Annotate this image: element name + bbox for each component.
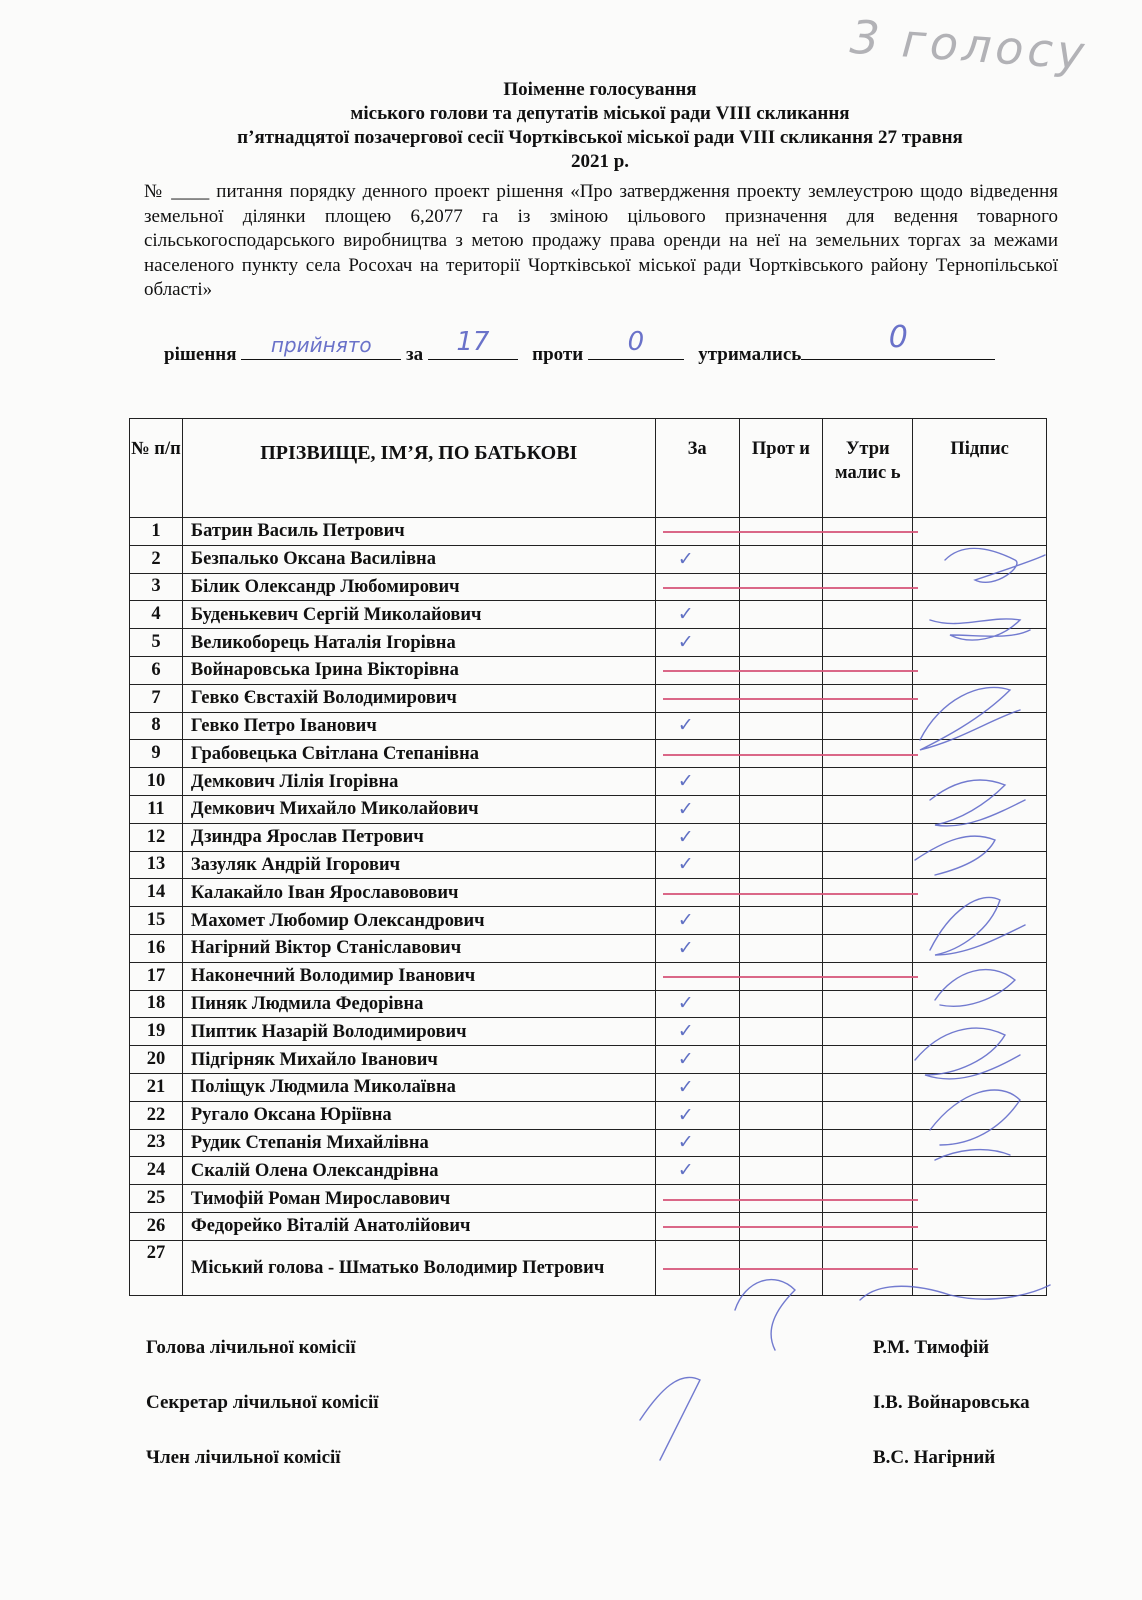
header-signature: Підпис [913, 419, 1047, 518]
row-name: Грабовецька Світлана Степанівна [182, 740, 655, 768]
table-row [130, 1157, 1047, 1185]
row-number: 25 [130, 1185, 183, 1213]
row-name: Гевко Петро Іванович [182, 712, 655, 740]
table-row [130, 545, 1047, 573]
row-number: 22 [130, 1101, 183, 1129]
signature-cell [913, 1046, 1047, 1074]
vote-against-cell [739, 907, 823, 935]
row-number: 21 [130, 1073, 183, 1101]
header-name: ПРІЗВИЩЕ, ІМ’Я, ПО БАТЬКОВІ [182, 419, 655, 518]
signature-cell [913, 934, 1047, 962]
commission-chair-row [146, 1337, 1046, 1359]
header-for: За [655, 419, 739, 518]
secretary-name: І.В. Войнаровська [873, 1392, 1030, 1413]
signature-cell [913, 1129, 1047, 1157]
row-name: Калакайло Іван Ярославовович [182, 879, 655, 907]
table-row [130, 712, 1047, 740]
vote-against-cell [739, 990, 823, 1018]
vote-for-cell: ✓ [655, 1073, 739, 1101]
row-number: 17 [130, 962, 183, 990]
table-row [130, 1046, 1047, 1074]
signature-cell [913, 1240, 1047, 1295]
vote-against-cell [739, 768, 823, 796]
row-name: Буденькевич Сергій Миколайович [182, 601, 655, 629]
vote-abstain-cell [823, 851, 913, 879]
signature-cell [913, 823, 1047, 851]
signature-cell [913, 879, 1047, 907]
row-name: Батрин Василь Петрович [182, 518, 655, 546]
row-name: Білик Олександр Любомирович [182, 573, 655, 601]
row-name: Безпалько Оксана Василівна [182, 545, 655, 573]
absent-strike-line [663, 698, 918, 700]
against-count-field [588, 327, 684, 360]
absent-strike-line [663, 976, 918, 978]
row-name: Рудик Степанія Михайлівна [182, 1129, 655, 1157]
vote-for-cell: ✓ [655, 545, 739, 573]
header-against: Прот и [739, 419, 823, 518]
title-line-1: Поіменне голосування [503, 79, 697, 100]
row-number: 16 [130, 934, 183, 962]
row-number: 19 [130, 1018, 183, 1046]
row-name: Міський голова - Шматько Володимир Петрович [182, 1240, 655, 1295]
vote-for-cell: ✓ [655, 1157, 739, 1185]
row-number: 13 [130, 851, 183, 879]
row-name: Поліщук Людмила Миколаївна [182, 1073, 655, 1101]
vote-for-cell: ✓ [655, 1046, 739, 1074]
vote-for-cell: ✓ [655, 1101, 739, 1129]
signature-cell [913, 990, 1047, 1018]
signature-cell [913, 1073, 1047, 1101]
against-count-handwritten: 0 [627, 327, 645, 357]
table-row [130, 1101, 1047, 1129]
vote-for-cell: ✓ [655, 934, 739, 962]
vote-against-cell [739, 601, 823, 629]
row-number: 23 [130, 1129, 183, 1157]
decision-line [164, 320, 1064, 366]
row-number: 6 [130, 656, 183, 684]
table-row [130, 629, 1047, 657]
commission-secretary-row [146, 1392, 1046, 1414]
row-name: Войнаровська Ірина Вікторівна [182, 656, 655, 684]
signature-cell [913, 907, 1047, 935]
decision-result-handwritten: прийнято [270, 333, 372, 357]
abstain-count-field [801, 320, 995, 360]
vote-abstain-cell [823, 1018, 913, 1046]
vote-against-cell [739, 823, 823, 851]
chair-name: Р.М. Тимофій [873, 1337, 990, 1358]
row-name: Федорейко Віталій Анатолійович [182, 1212, 655, 1240]
row-number: 5 [130, 629, 183, 657]
table-row [130, 851, 1047, 879]
vote-abstain-cell [823, 1046, 913, 1074]
table-row [130, 1073, 1047, 1101]
decision-result-field [241, 333, 401, 360]
row-name: Демкович Лілія Ігорівна [182, 768, 655, 796]
table-row [130, 990, 1047, 1018]
vote-abstain-cell [823, 768, 913, 796]
signature-cell [913, 684, 1047, 712]
row-number: 18 [130, 990, 183, 1018]
decision-label: рішення [164, 344, 237, 365]
vote-for-cell: ✓ [655, 1018, 739, 1046]
table-row [130, 1018, 1047, 1046]
vote-against-cell [739, 795, 823, 823]
vote-for-cell: ✓ [655, 795, 739, 823]
vote-against-cell [739, 545, 823, 573]
row-number: 11 [130, 795, 183, 823]
vote-against-cell [739, 1018, 823, 1046]
vote-abstain-cell [823, 934, 913, 962]
row-number: 9 [130, 740, 183, 768]
signature-cell [913, 1212, 1047, 1240]
table-row [130, 768, 1047, 796]
agenda-question: № ____ питання порядку денного проект рішення «Про затвердження проекту землеустрою щодо відведення земельної ділянки площею 6,2077 га із зміною цільового призначення для ведення товарного сільськогосподарського виробництва з метою продажу права оренди на неї на земельних торгах за межами населеного пункту села Росохач на території Чортківської міської ради Чортківського району Тернопільської області» [144, 181, 1058, 300]
signature-cell [913, 740, 1047, 768]
signature-cell [913, 851, 1047, 879]
row-number: 8 [130, 712, 183, 740]
absent-strike-line [663, 531, 918, 533]
vote-abstain-cell [823, 629, 913, 657]
vote-against-cell [739, 1073, 823, 1101]
vote-against-cell [739, 1046, 823, 1074]
vote-abstain-cell [823, 907, 913, 935]
vote-for-cell: ✓ [655, 601, 739, 629]
vote-abstain-cell [823, 601, 913, 629]
absent-strike-line [663, 1199, 918, 1201]
vote-abstain-cell [823, 1129, 913, 1157]
table-row [130, 601, 1047, 629]
for-label: за [406, 344, 424, 365]
vote-for-cell: ✓ [655, 1129, 739, 1157]
vote-for-cell: ✓ [655, 851, 739, 879]
vote-against-cell [739, 1101, 823, 1129]
row-number: 4 [130, 601, 183, 629]
row-number: 12 [130, 823, 183, 851]
absent-strike-line [663, 587, 918, 589]
vote-for-cell: ✓ [655, 629, 739, 657]
absent-strike-line [663, 893, 918, 895]
header-num: № п/п [130, 419, 183, 518]
votes-table [129, 418, 1047, 1296]
row-name: Нагірний Віктор Станіславович [182, 934, 655, 962]
title-line-4: 2021 р. [570, 151, 630, 172]
title-line-2: міського голови та депутатів міської ради VIII скликання [350, 103, 850, 124]
table-row [130, 907, 1047, 935]
vote-against-cell [739, 1157, 823, 1185]
vote-for-cell: ✓ [655, 823, 739, 851]
absent-strike-line [663, 670, 918, 672]
table-row [130, 823, 1047, 851]
row-number: 27 [130, 1240, 183, 1295]
absent-strike-line [663, 1226, 918, 1228]
vote-abstain-cell [823, 712, 913, 740]
signature-cell [913, 545, 1047, 573]
vote-against-cell [739, 934, 823, 962]
vote-abstain-cell [823, 823, 913, 851]
row-name: Пиптик Назарій Володимирович [182, 1018, 655, 1046]
vote-for-cell: ✓ [655, 990, 739, 1018]
row-number: 20 [130, 1046, 183, 1074]
vote-for-cell: ✓ [655, 907, 739, 935]
against-label: проти [532, 344, 584, 365]
signature-cell [913, 712, 1047, 740]
row-name: Зазуляк Андрій Ігорович [182, 851, 655, 879]
member-name: В.С. Нагірний [873, 1447, 996, 1468]
vote-against-cell [739, 629, 823, 657]
vote-for-cell: ✓ [655, 768, 739, 796]
table-row [130, 934, 1047, 962]
vote-abstain-cell [823, 1101, 913, 1129]
absent-strike-line [663, 754, 918, 756]
vote-abstain-cell [823, 1073, 913, 1101]
row-number: 3 [130, 573, 183, 601]
handwritten-note: 3 голосу [848, 9, 1090, 81]
secretary-role: Секретар лічильної комісії [146, 1392, 379, 1413]
row-number: 1 [130, 518, 183, 546]
signature-cell [913, 1185, 1047, 1213]
row-number: 24 [130, 1157, 183, 1185]
table-row [130, 795, 1047, 823]
row-name: Демкович Михайло Миколайович [182, 795, 655, 823]
row-name: Наконечний Володимир Іванович [182, 962, 655, 990]
abstain-count-handwritten: 0 [888, 320, 908, 355]
signature-cell [913, 601, 1047, 629]
vote-abstain-cell [823, 795, 913, 823]
absent-strike-line [663, 1268, 918, 1270]
abstain-label: утримались [698, 344, 802, 365]
vote-abstain-cell [823, 1157, 913, 1185]
vote-against-cell [739, 1129, 823, 1157]
row-name: Великоборець Наталія Ігорівна [182, 629, 655, 657]
signature-cell [913, 629, 1047, 657]
signature-cell [913, 962, 1047, 990]
vote-abstain-cell [823, 990, 913, 1018]
row-number: 7 [130, 684, 183, 712]
row-name: Тимофій Роман Мирославович [182, 1185, 655, 1213]
row-number: 15 [130, 907, 183, 935]
row-number: 14 [130, 879, 183, 907]
row-name: Махомет Любомир Олександрович [182, 907, 655, 935]
table-row [130, 1129, 1047, 1157]
vote-against-cell [739, 851, 823, 879]
row-name: Пиняк Людмила Федорівна [182, 990, 655, 1018]
row-number: 2 [130, 545, 183, 573]
commission-member-row [146, 1447, 1046, 1469]
signature-cell [913, 1157, 1047, 1185]
signature-cell [913, 1101, 1047, 1129]
header-abstain: Утри малис ь [823, 419, 913, 518]
row-name: Підгірняк Михайло Іванович [182, 1046, 655, 1074]
row-number: 10 [130, 768, 183, 796]
signature-cell [913, 768, 1047, 796]
signature-cell [913, 795, 1047, 823]
title-line-3: п’ятнадцятої позачергової сесії Чортківської міської ради VIII скликання 27 травня [237, 127, 963, 148]
signature-cell [913, 518, 1047, 546]
signature-cell [913, 573, 1047, 601]
row-name: Дзиндра Ярослав Петрович [182, 823, 655, 851]
row-name: Ругало Оксана Юріївна [182, 1101, 655, 1129]
vote-against-cell [739, 712, 823, 740]
signature-cell [913, 1018, 1047, 1046]
chair-role: Голова лічильної комісії [146, 1337, 356, 1358]
table-header-row [130, 419, 1047, 518]
vote-abstain-cell [823, 545, 913, 573]
votes-table-body [130, 518, 1047, 1296]
row-number: 26 [130, 1212, 183, 1240]
row-name: Гевко Євстахій Володимирович [182, 684, 655, 712]
for-count-field [428, 327, 518, 360]
document-title [140, 78, 1060, 174]
signature-cell [913, 656, 1047, 684]
vote-for-cell: ✓ [655, 712, 739, 740]
row-name: Скалій Олена Олександрівна [182, 1157, 655, 1185]
member-role: Член лічильної комісії [146, 1447, 341, 1468]
for-count-handwritten: 17 [456, 327, 490, 357]
